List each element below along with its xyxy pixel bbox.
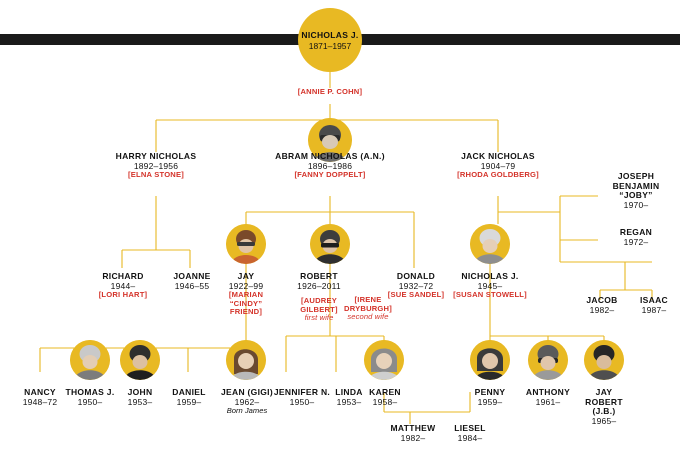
portrait-john[interactable]: [120, 340, 160, 380]
node-nicholas-j-1945[interactable]: NICHOLAS J. 1945– [SUSAN STOWELL]: [453, 271, 527, 300]
node-liesel[interactable]: LIESEL 1984–: [454, 423, 486, 443]
node-robert[interactable]: ROBERT 1926–2011 [AUDREY GILBERT] first wife: [297, 271, 341, 323]
node-abram-nicholas[interactable]: ABRAM NICHOLAS (A.N.) 1896–1986 [FANNY DOPPELT]: [275, 151, 385, 180]
node-jack-nicholas[interactable]: JACK NICHOLAS 1904–79 [RHODA GOLDBERG]: [457, 151, 539, 180]
portrait-robert[interactable]: [310, 224, 350, 264]
node-linda[interactable]: LINDA 1953–: [335, 387, 363, 407]
node-john[interactable]: JOHN 1953–: [127, 387, 153, 407]
node-nancy[interactable]: NANCY 1948–72: [22, 387, 58, 407]
node-joseph-benjamin-joby[interactable]: JOSEPH BENJAMIN “JOBY” 1970–: [612, 171, 660, 210]
node-jean-gigi[interactable]: JEAN (GIGI) 1962– Born James: [221, 387, 273, 416]
root-spouse: [ANNIE P. COHN]: [297, 87, 363, 96]
node-joanne[interactable]: JOANNE 1946–55: [173, 271, 211, 291]
node-daniel[interactable]: DANIEL 1959–: [172, 387, 206, 407]
portrait-jay-robert[interactable]: [584, 340, 624, 380]
node-jay-robert[interactable]: JAY ROBERT (J.B.) 1965–: [585, 387, 623, 426]
root-name: NICHOLAS J.: [301, 29, 359, 40]
node-isaac[interactable]: ISAAC 1987–: [640, 295, 668, 315]
portrait-jean-gigi[interactable]: [226, 340, 266, 380]
node-matthew[interactable]: MATTHEW 1982–: [390, 423, 436, 443]
portrait-thomas-j[interactable]: [70, 340, 110, 380]
node-anthony[interactable]: ANTHONY 1961–: [525, 387, 571, 407]
portrait-karen[interactable]: [364, 340, 404, 380]
portrait-jay[interactable]: [226, 224, 266, 264]
node-harry-nicholas[interactable]: HARRY NICHOLAS 1892–1956 [ELNA STONE]: [115, 151, 197, 180]
node-robert-second-marriage: [IRENE DRYBURGH] second wife: [344, 295, 392, 321]
portrait-penny[interactable]: [470, 340, 510, 380]
portrait-nicholas-j-1945[interactable]: [470, 224, 510, 264]
node-karen[interactable]: KAREN 1958–: [369, 387, 401, 407]
node-thomas-j[interactable]: THOMAS J. 1950–: [65, 387, 115, 407]
node-jacob[interactable]: JACOB 1982–: [586, 295, 618, 315]
node-root-nicholas-j[interactable]: [298, 8, 362, 72]
root-years: 1871–1957: [308, 40, 352, 51]
node-jay[interactable]: JAY 1922–99 [MARIAN “CINDY” FRIEND]: [228, 271, 264, 317]
node-donald[interactable]: DONALD 1932–72 [SUE SANDEL]: [387, 271, 445, 300]
portrait-anthony[interactable]: [528, 340, 568, 380]
node-richard[interactable]: RICHARD 1944– [LORI HART]: [98, 271, 148, 300]
node-penny[interactable]: PENNY 1959–: [474, 387, 506, 407]
node-regan[interactable]: REGAN 1972–: [619, 227, 653, 247]
node-jennifer-n[interactable]: JENNIFER N. 1950–: [273, 387, 331, 407]
